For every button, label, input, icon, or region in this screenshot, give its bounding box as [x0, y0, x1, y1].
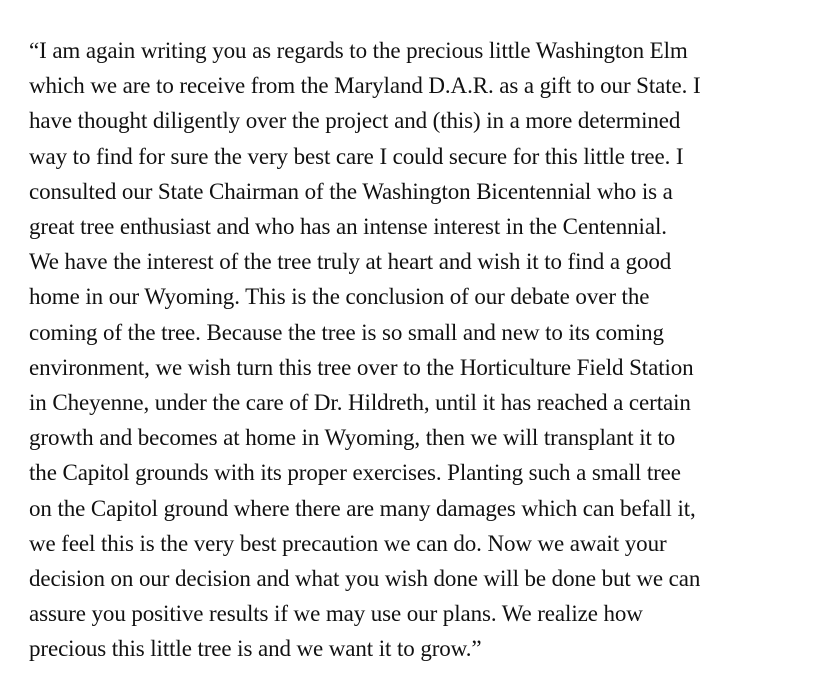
- text-line: we feel this is the very best precaution we can do. Now we await your: [29, 530, 667, 556]
- text-line: great tree enthusiast and who has an intense interest in the Centennial.: [29, 214, 667, 240]
- text-line: which we are to receive from the Maryland D.A.R. as a gift to our State. I: [29, 73, 701, 99]
- text-line: “I am again writing you as regards to the precious little Washington Elm: [29, 38, 688, 63]
- text-line: way to find for sure the very best care I could secure for this little tree. I: [29, 143, 684, 169]
- text-line: growth and becomes at home in Wyoming, then we will transplant it to: [29, 425, 676, 451]
- letter-quote: [29, 33, 829, 667]
- text-line: home in our Wyoming. This is the conclusion of our debate over the: [29, 284, 650, 310]
- text-line: in Cheyenne, under the care of Dr. Hildreth, until it has reached a certain: [29, 390, 691, 416]
- text-line: We have the interest of the tree truly at heart and wish it to find a good: [29, 249, 672, 275]
- text-line: have thought diligently over the project and (this) in a more determined: [29, 108, 681, 134]
- text-line: coming of the tree. Because the tree is so small and new to its coming: [29, 319, 664, 345]
- text-line: decision on our decision and what you wish done will be done but we can: [29, 566, 701, 592]
- text-line: the Capitol grounds with its proper exercises. Planting such a small tree: [29, 460, 681, 486]
- text-line: consulted our State Chairman of the Washington Bicentennial who is a: [29, 178, 673, 204]
- text-line: on the Capitol ground where there are many damages which can befall it,: [29, 495, 696, 521]
- text-line: environment, we wish turn this tree over to the Horticulture Field Station: [29, 354, 694, 380]
- text-line: assure you positive results if we may use our plans. We realize how: [29, 601, 643, 627]
- text-line: precious this little tree is and we want it to grow.”: [29, 636, 482, 662]
